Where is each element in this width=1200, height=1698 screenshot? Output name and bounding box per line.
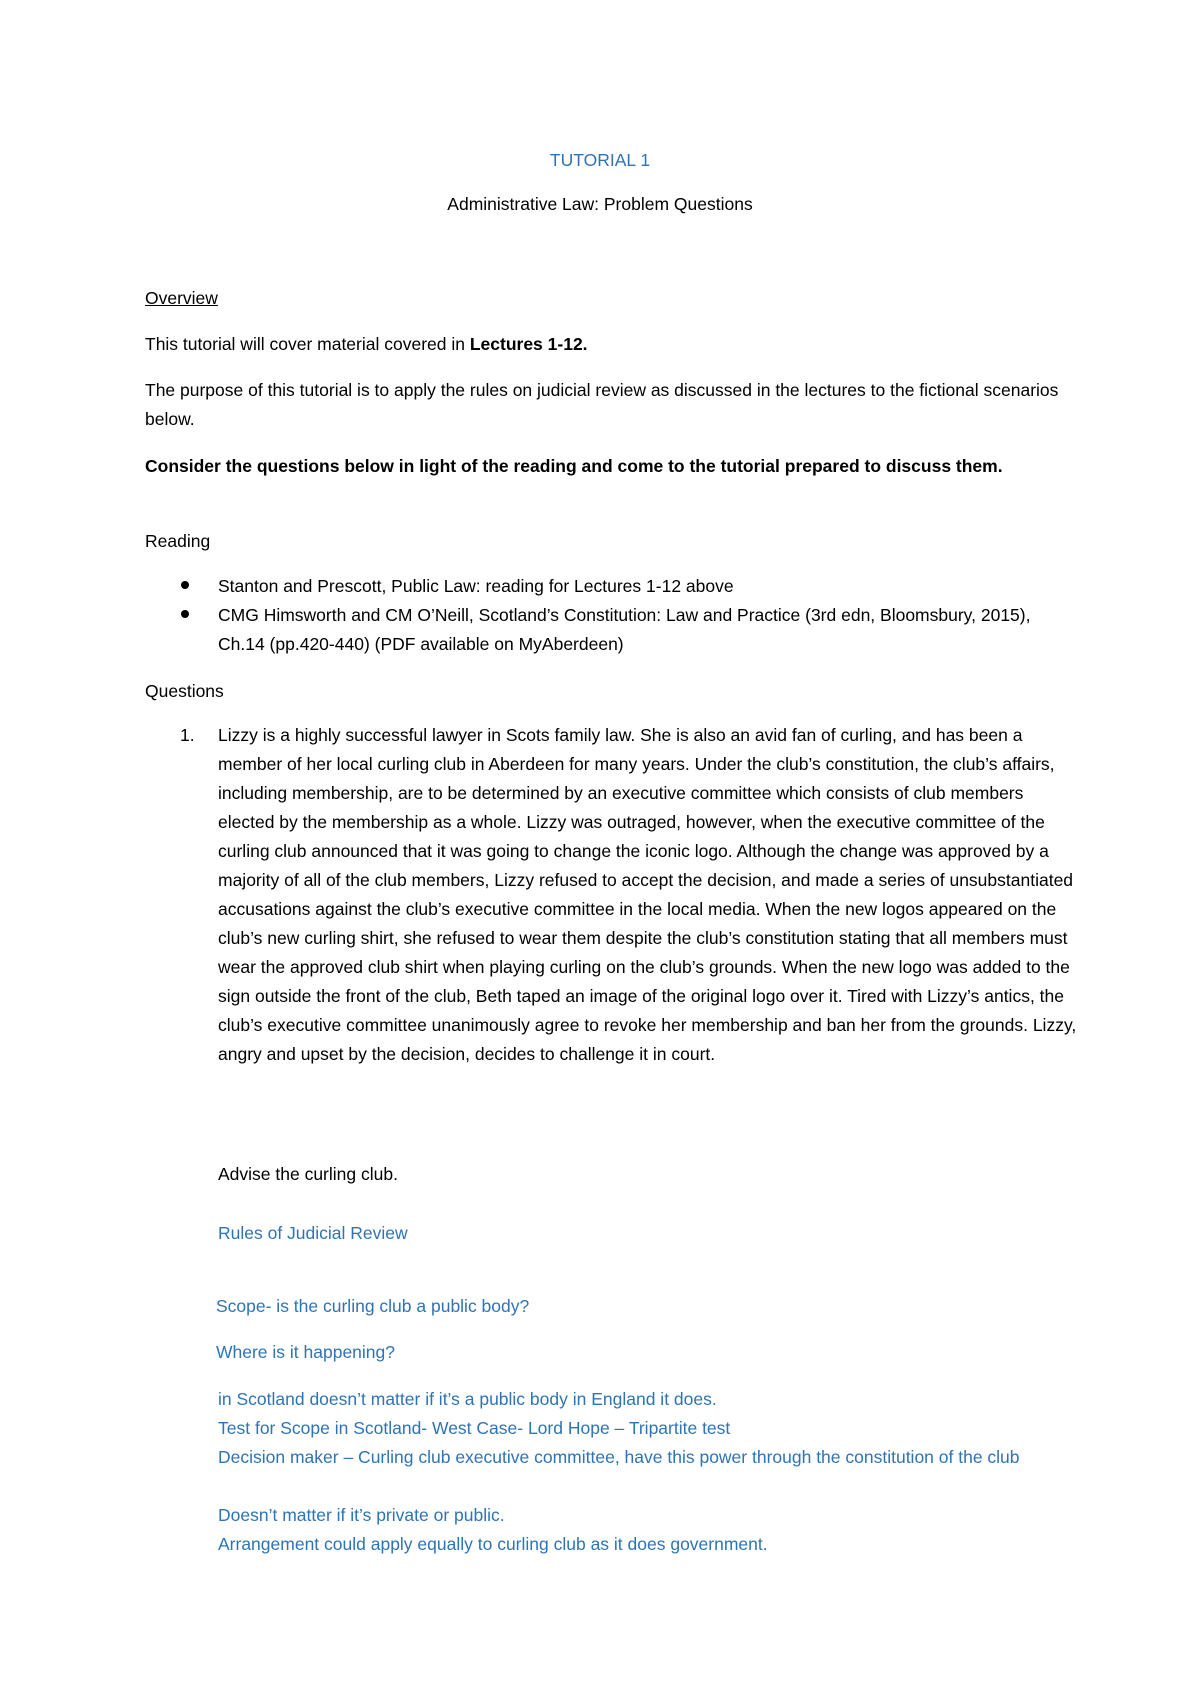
note-line: Test for Scope in Scotland- West Case- Lord Hope – Tripartite test [218, 1418, 731, 1438]
overview-lectures-range: Lectures 1-12. [469, 334, 588, 354]
note-scope: Scope- is the curling club a public body? [216, 1296, 530, 1316]
note-line: Decision maker – Curling club executive committee, have this power through the constitution of the club [218, 1447, 1020, 1467]
overview-purpose: The purpose of this tutorial is to apply the rules on judicial review as discussed in the lectures to the fictional scenarios below. [145, 380, 1059, 429]
rules-heading: Rules of Judicial Review [218, 1223, 408, 1243]
note-line: Arrangement could apply equally to curling club as it does government. [218, 1534, 768, 1554]
reading-item: CMG Himsworth and CM O’Neill, Scotland’s Constitution: Law and Practice (3rd edn, Bloomsbury, 2015), Ch.14 (pp.420-440) (PDF available on MyAberdeen) [218, 605, 1031, 654]
questions-heading: Questions [145, 681, 224, 701]
bullet-dot-icon [181, 610, 189, 618]
reading-heading: Reading [145, 531, 211, 551]
question-text: Lizzy is a highly successful lawyer in Scots family law. She is also an avid fan of curling, and has been a member of her local curling club in Aberdeen for many years. Under the club’s constitution, the club’s affairs, including membership, are to be determined by an executive committee which consists of club members elected by the membership as a whole. Lizzy was outraged, however, when the executive committee of the curling club announced that it was going to change the iconic logo. Although the change was approved by a majority of all of the club members, Lizzy refused to accept the decision, and made a series of unsubstantiated accusations against the club’s executive committee in the local media. When the new logos appeared on the club’s new curling shirt, she refused to wear them despite the club’s constitution stating that all members must wear the approved club shirt when playing curling on the club’s grounds. When the new logo was added to the sign outside the front of the club, Beth taped an image of the original logo over it. Tired with Lizzy’s antics, the club’s executive committee unanimously agree to revoke her membership and ban her from the grounds. Lizzy, angry and upset by the decision, decides to challenge it in court. [218, 725, 1077, 1064]
tutorial-title: TUTORIAL 1 [549, 150, 651, 170]
reading-item: Stanton and Prescott, Public Law: reading for Lectures 1-12 above [218, 576, 734, 596]
note-line: in Scotland doesn’t matter if it’s a public body in England it does. [218, 1389, 717, 1409]
note-line: Doesn’t matter if it’s private or public. [218, 1505, 505, 1525]
overview-lectures-prefix: This tutorial will cover material covered in [145, 334, 470, 354]
overview-instruction: Consider the questions below in light of the reading and come to the tutorial prepared to discuss them. [145, 456, 1003, 476]
overview-lectures-line [145, 330, 588, 359]
document-subtitle: Administrative Law: Problem Questions [447, 194, 753, 214]
question-advise: Advise the curling club. [218, 1164, 398, 1184]
bullet-dot-icon [181, 581, 189, 589]
question-number: 1. [180, 725, 195, 745]
overview-heading: Overview [145, 288, 218, 308]
note-where: Where is it happening? [216, 1342, 395, 1362]
